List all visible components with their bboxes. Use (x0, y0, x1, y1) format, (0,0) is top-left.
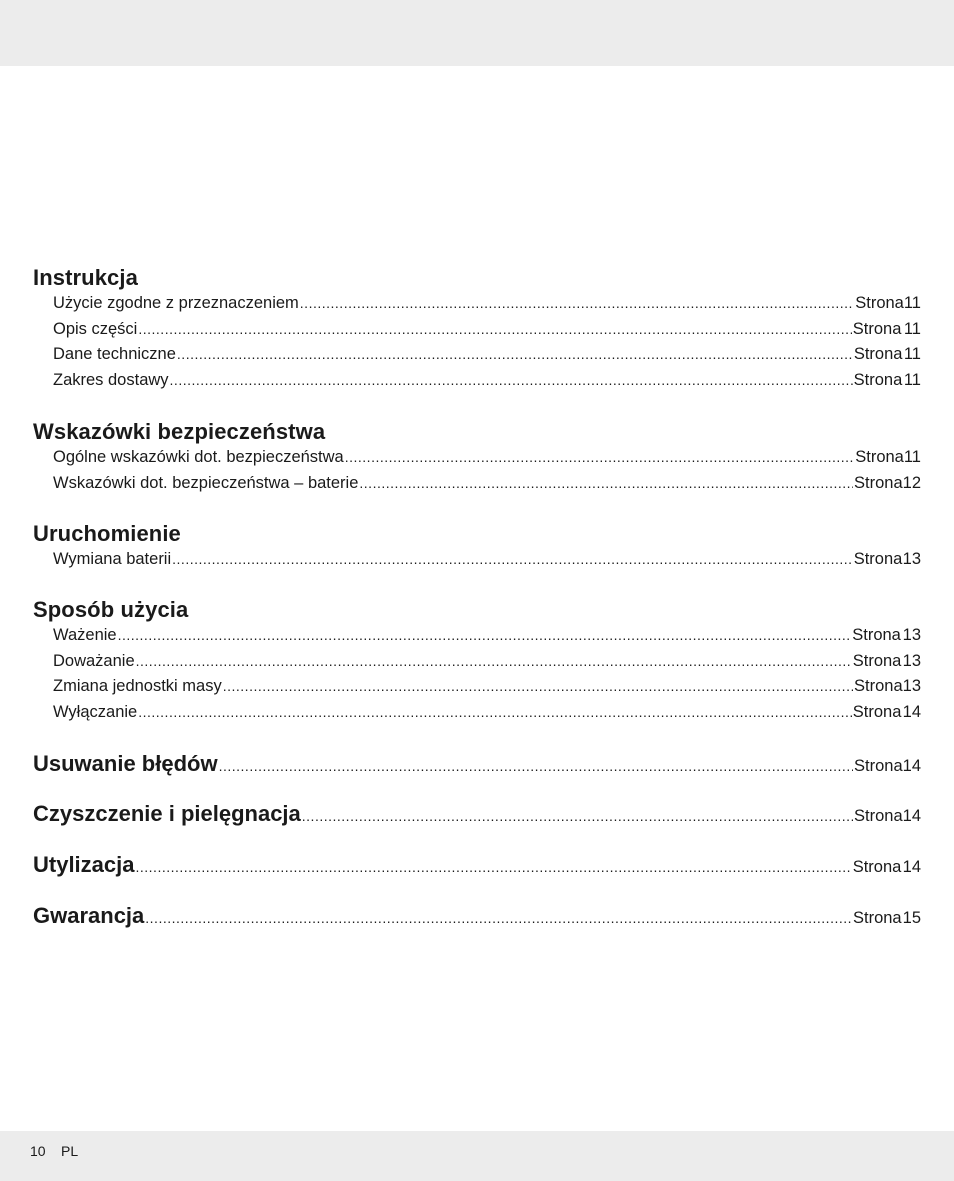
toc-headline-entry[interactable] (33, 850, 921, 880)
page-number: 10 (30, 1143, 46, 1159)
toc-entry[interactable] (53, 649, 921, 675)
toc-headline-entry[interactable] (33, 901, 921, 931)
footer-band (0, 1131, 954, 1181)
toc-entry-page-number: 14 (902, 858, 921, 876)
toc-entry[interactable] (53, 700, 921, 726)
toc-entry-page-word: Strona (852, 626, 901, 644)
toc-entry-page-word: Strona (854, 807, 903, 825)
dot-leader (219, 751, 853, 781)
toc-entry-label: Dane techniczne (53, 345, 176, 363)
toc-entry-label: Wyłączanie (53, 702, 138, 721)
toc-entry-page-number: 12 (902, 473, 921, 492)
toc-entry-page-word: Strona (852, 858, 902, 876)
toc-entry-page-word: Strona (855, 448, 904, 466)
toc-entry-page-number: 11 (903, 370, 921, 389)
toc-section-uruchomienie (33, 521, 921, 573)
toc-entry-page-number: 11 (903, 345, 921, 363)
toc-entry-page-word: Strona (854, 473, 903, 492)
toc-section-wskazowki (33, 419, 921, 496)
toc-section-sposob-uzycia (33, 597, 921, 725)
dot-leader (300, 291, 854, 317)
dot-leader (177, 342, 853, 368)
toc-section-instrukcja (33, 265, 921, 393)
toc-entry[interactable] (53, 445, 921, 471)
toc-entry[interactable] (53, 471, 921, 497)
toc-entry-label: Czyszczenie i pielęgnacja (33, 801, 301, 826)
header-band (0, 0, 954, 66)
language-code: PL (61, 1143, 79, 1159)
toc-entry[interactable] (53, 674, 921, 700)
toc-entry-page-number: 15 (902, 909, 921, 927)
toc-entry-page-number: 13 (902, 651, 921, 670)
toc-entry-label: Ważenie (53, 626, 117, 644)
section-heading: Sposób użycia (33, 597, 189, 622)
toc-entry-label: Opis części (53, 319, 138, 338)
section-heading: Uruchomienie (33, 521, 181, 546)
toc-headline-entry[interactable] (33, 749, 921, 779)
toc-entry-label: Wymiana baterii (53, 550, 172, 568)
toc-entry-label: Wskazówki dot. bezpieczeństwa – baterie (53, 473, 359, 492)
toc-entry-page-word: Strona (852, 319, 902, 338)
toc-entry-utylizacja (33, 850, 921, 880)
toc-entry-usuwanie-bledow (33, 749, 921, 779)
dot-leader (302, 801, 853, 831)
toc-entry-page-word: Strona (853, 370, 903, 389)
toc-entry-page-number: 13 (902, 626, 921, 644)
toc-entry-label: Utylizacja (33, 852, 135, 877)
toc-entry-page-word: Strona (853, 345, 903, 363)
toc-entry[interactable] (53, 291, 921, 317)
toc-entry[interactable] (53, 547, 921, 573)
dot-leader (145, 903, 852, 933)
toc-entry-page-word: Strona (852, 651, 902, 670)
dot-leader (136, 649, 852, 675)
dot-leader (138, 317, 851, 343)
toc-entry-czyszczenie (33, 799, 921, 829)
section-heading: Wskazówki bezpieczeństwa (33, 419, 326, 444)
dot-leader (172, 547, 853, 573)
dot-leader (345, 445, 855, 471)
toc-entry-label: Zakres dostawy (53, 370, 169, 389)
dot-leader (359, 471, 853, 497)
dot-leader (138, 700, 852, 726)
toc-entry-page-word: Strona (855, 294, 904, 312)
toc-entry-page-number: 13 (902, 677, 921, 695)
toc-entry-page-word: Strona (854, 757, 903, 775)
toc-entry-label: Zmiana jednostki masy (53, 677, 222, 695)
dot-leader (223, 674, 853, 700)
toc-entry-page-word: Strona (854, 677, 903, 695)
toc-entry-gwarancja (33, 901, 921, 931)
toc-entry[interactable] (53, 368, 921, 394)
toc-entry-page-number: 11 (903, 448, 921, 466)
toc-entry-page-word: Strona (852, 909, 902, 927)
toc-entry-page-number: 14 (902, 702, 921, 721)
toc-entry-page-number: 14 (902, 757, 921, 775)
toc-entry-page-number: 11 (903, 294, 921, 312)
toc-entry[interactable] (53, 317, 921, 343)
toc-entry-label: Usuwanie błędów (33, 751, 218, 776)
toc-entry-label: Doważanie (53, 651, 135, 670)
toc-entry-page-word: Strona (852, 702, 902, 721)
toc-entry-page-number: 14 (902, 807, 921, 825)
dot-leader (170, 368, 853, 394)
toc-entry[interactable] (53, 342, 921, 368)
toc-entry-page-number: 13 (902, 550, 921, 568)
section-heading: Instrukcja (33, 265, 138, 290)
toc-entry-label: Gwarancja (33, 903, 145, 928)
toc-headline-entry[interactable] (33, 799, 921, 829)
toc-entry-page-number: 11 (903, 319, 921, 338)
toc-entry-label: Ogólne wskazówki dot. bezpieczeństwa (53, 448, 344, 466)
toc-entry[interactable] (53, 623, 921, 649)
toc-entry-page-word: Strona (853, 550, 903, 568)
toc-entry-label: Użycie zgodne z przeznaczeniem (53, 294, 299, 312)
dot-leader (136, 852, 852, 882)
dot-leader (118, 623, 852, 649)
